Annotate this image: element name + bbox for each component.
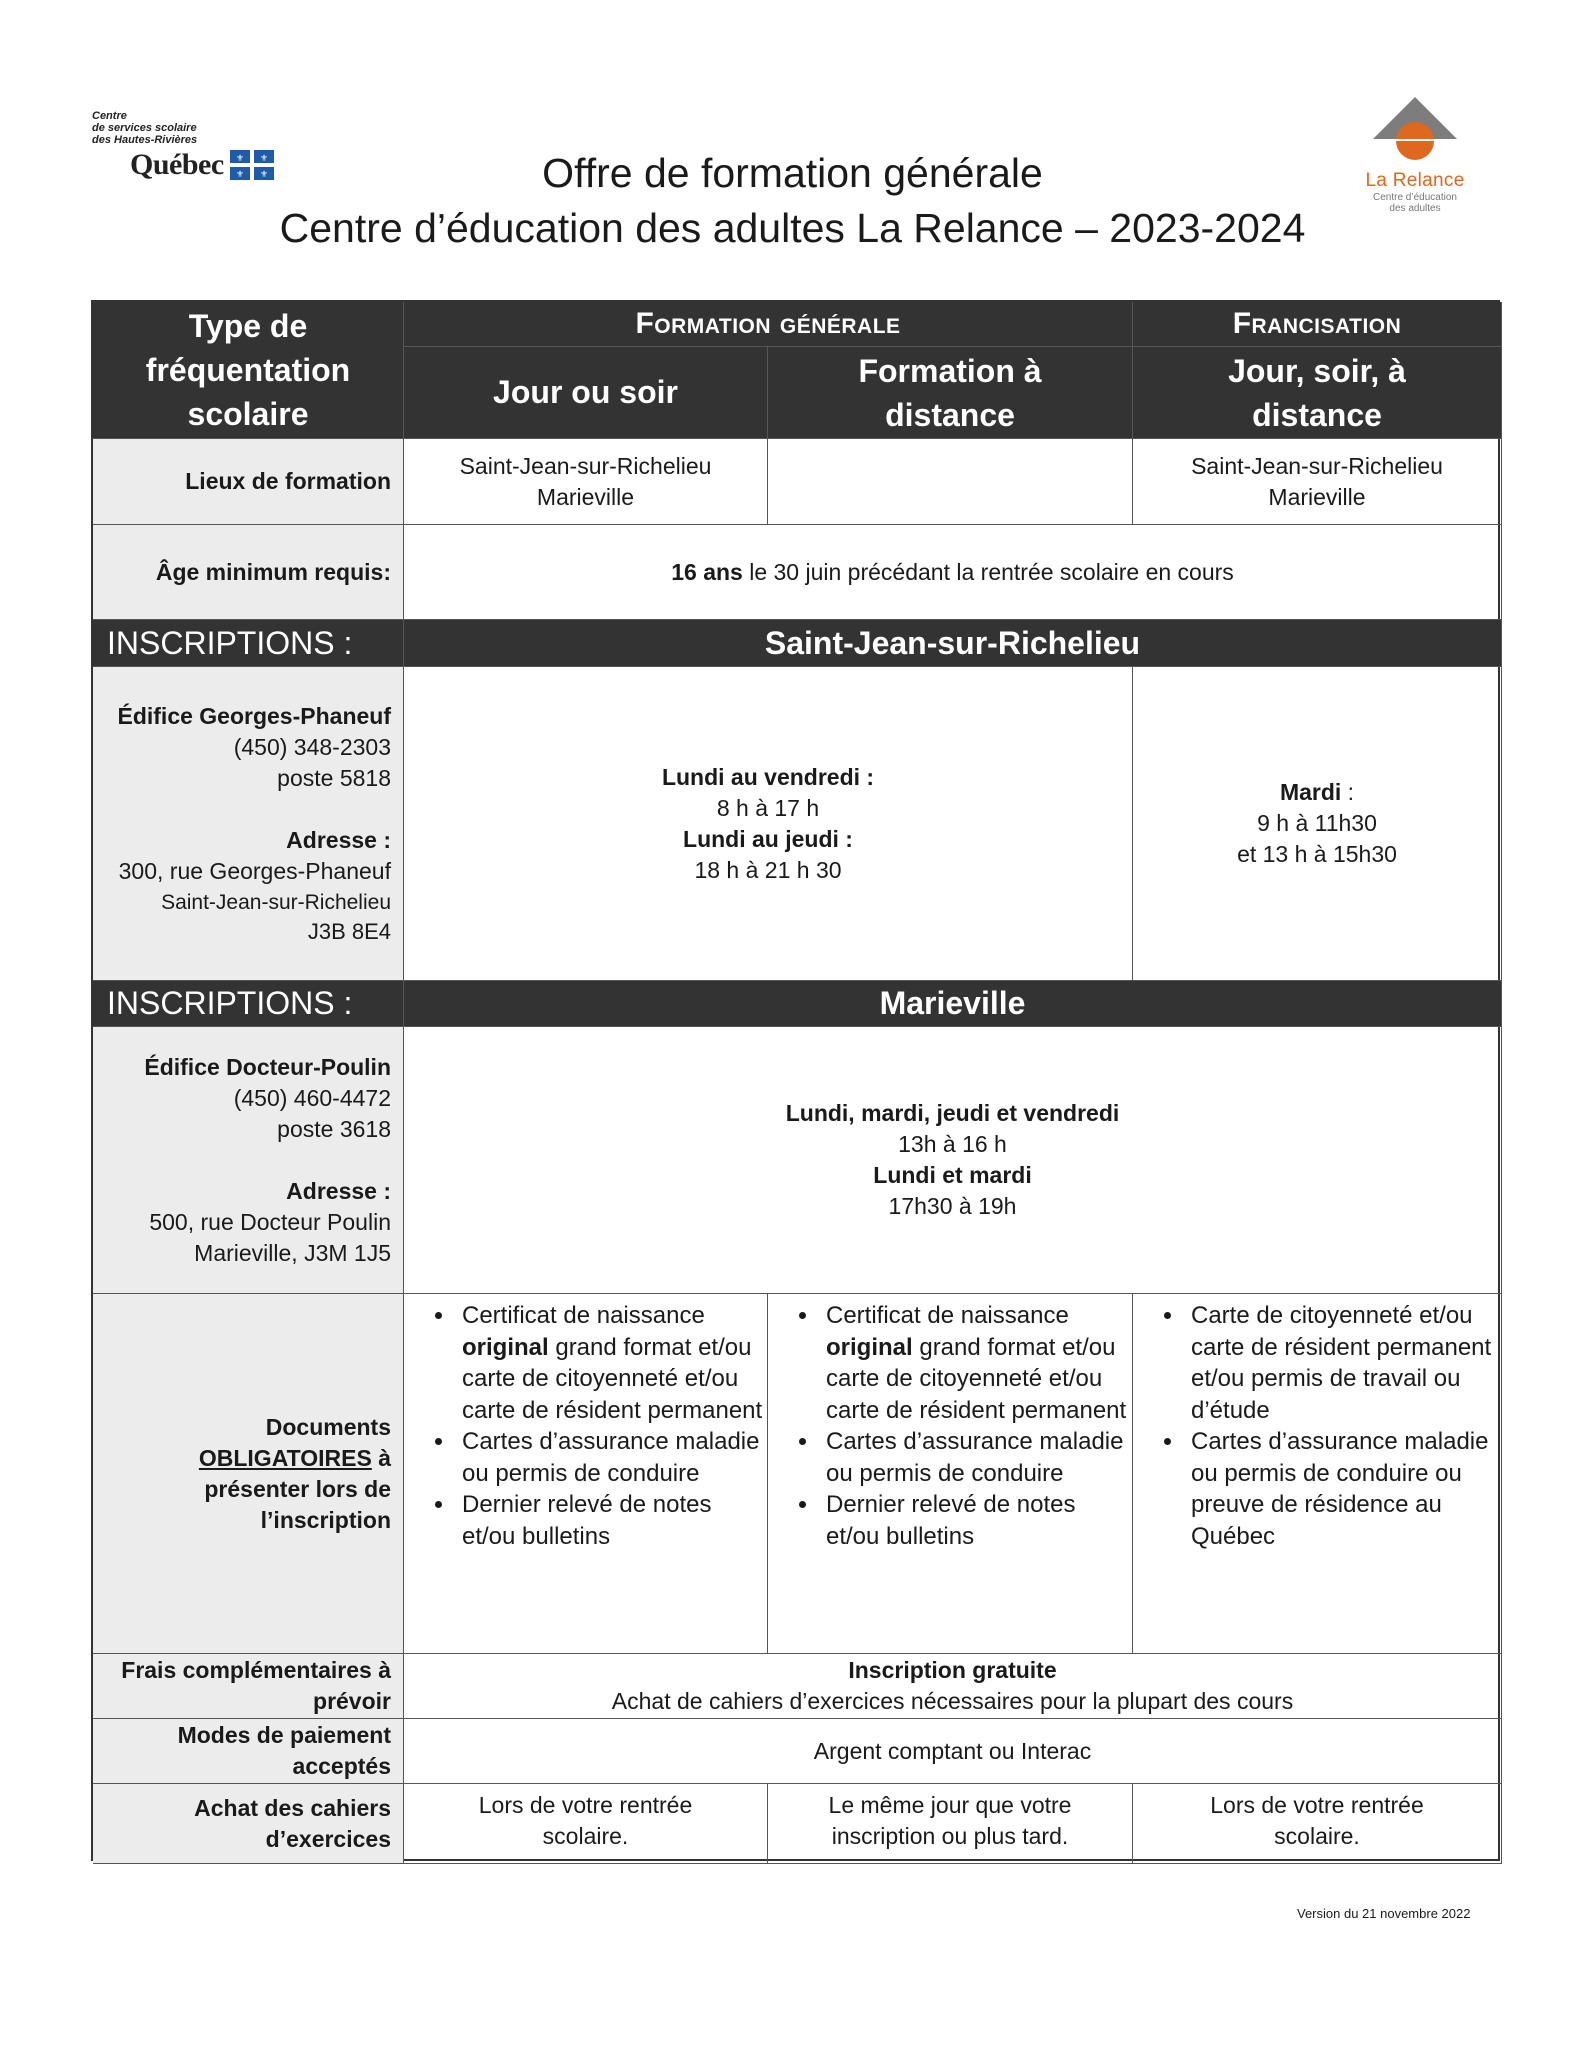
list-item: • Cartes d’assurance maladie ou permis de conduire	[456, 1426, 767, 1489]
sjsr-adresse-label: Adresse :	[286, 827, 391, 853]
documents-list-2	[768, 1300, 1132, 1552]
marieville-poste: poste 3618	[277, 1115, 391, 1142]
documents-label-4: présenter lors de l’inscription	[204, 1475, 391, 1533]
doc2-item1-a: Certificat de naissance	[826, 1302, 1069, 1329]
doc2-item1-b: original	[826, 1333, 913, 1361]
la-relance-sub1: Centre d’éducation	[1373, 192, 1457, 203]
qc-logo-line2: de services scolaire	[92, 122, 197, 134]
marieville-edifice: Édifice Docteur-Poulin	[144, 1053, 391, 1080]
list-item: • Cartes d’assurance maladie ou permis de conduire	[820, 1426, 1132, 1489]
lieux-fr-line2: Marieville	[1268, 483, 1366, 510]
marieville-phone: (450) 460-4472	[233, 1084, 391, 1111]
sjsr-spacer	[113, 794, 391, 825]
documents-label-1: Documents	[265, 1413, 391, 1440]
sjsr-poste: poste 5818	[277, 765, 391, 791]
la-relance-name: La Relance	[1365, 170, 1465, 191]
sjsr-fg-hours	[404, 667, 1133, 981]
lieux-distance	[768, 439, 1133, 525]
marieville-contact	[93, 1027, 404, 1294]
sjsr-fr-colon: :	[1341, 779, 1355, 805]
sjsr-fg-days2: Lundi au jeudi :	[683, 825, 853, 852]
documents-label-3: à	[371, 1444, 391, 1471]
frais-value	[404, 1654, 1502, 1719]
doc1-item1-a: Certificat de naissance	[462, 1302, 705, 1329]
qc-logo-line3: des Hautes-Rivières	[92, 134, 198, 146]
documents-label-2: OBLIGATOIRES	[198, 1444, 372, 1471]
documents-list-3	[1133, 1300, 1501, 1552]
documents-col3	[1133, 1294, 1502, 1654]
doc1-item1-c: grand format et/ou carte de citoyenneté et/ou carte de résident permanent	[462, 1333, 763, 1424]
frais-bold: Inscription gratuite	[848, 1657, 1057, 1683]
sjsr-addr2: Saint-Jean-sur-Richelieu	[161, 891, 391, 914]
lieux-fg	[404, 439, 768, 525]
label-lieux: Lieux de formation	[93, 439, 404, 525]
lieux-fg-line2: Marieville	[536, 483, 635, 510]
list-item	[820, 1300, 1132, 1426]
marieville-addr1: 500, rue Docteur Poulin	[149, 1208, 391, 1235]
header-fr-jour-soir: Jour, soir, à distance	[1133, 347, 1502, 439]
sjsr-addr1: 300, rue Georges-Phaneuf	[118, 858, 391, 884]
qc-logo-word: Québec	[130, 148, 224, 181]
lieux-fg-line1: Saint-Jean-sur-Richelieu	[459, 452, 712, 479]
sjsr-fr-hours1: 9 h à 11h30	[1257, 810, 1377, 836]
marieville-addr2: Marieville, J3M 1J5	[194, 1239, 391, 1266]
documents-col1	[404, 1294, 768, 1654]
sjsr-fg-days1: Lundi au vendredi :	[661, 763, 875, 790]
cahiers-col2: Le même jour que votre inscription ou plus tard.	[768, 1784, 1133, 1864]
header-type-frequentation	[93, 302, 404, 439]
label-paiement: Modes de paiement acceptés	[93, 1719, 404, 1784]
la-relance-sub2: des adultes	[1389, 203, 1441, 214]
sjsr-fg-hours1: 8 h à 17 h	[716, 794, 820, 821]
svg-text:⚜: ⚜	[259, 153, 268, 163]
documents-list-1	[404, 1300, 767, 1552]
marieville-days2: Lundi et mardi	[873, 1162, 1032, 1188]
sjsr-contact	[93, 667, 404, 981]
version-note: Version du 21 novembre 2022	[1297, 1906, 1471, 1921]
inscriptions-marieville-label: INSCRIPTIONS :	[93, 981, 404, 1027]
header-formation-generale: Formation générale	[404, 302, 1133, 347]
list-item: • Carte de citoyenneté et/ou carte de résident permanent et/ou permis de travail ou d’étude	[1185, 1300, 1501, 1426]
cahiers-col1: Lors de votre rentrée scolaire.	[404, 1784, 768, 1864]
formation-table	[91, 300, 1500, 1861]
page-subtitle: Centre d’éducation des adultes La Relance – 2023-2024	[279, 205, 1306, 251]
sjsr-fr-hours2: et 13 h à 15h30	[1237, 841, 1397, 867]
sjsr-fr-day-line	[1280, 777, 1354, 808]
header-distance: Formation à distance	[768, 347, 1133, 439]
inscriptions-sjsr-label: INSCRIPTIONS :	[93, 620, 404, 667]
sjsr-fg-hours2: 18 h à 21 h 30	[694, 856, 842, 883]
header-jour-soir: Jour ou soir	[404, 347, 768, 439]
lieux-fr-line1: Saint-Jean-sur-Richelieu	[1191, 452, 1443, 479]
svg-text:⚜: ⚜	[235, 153, 244, 163]
sjsr-fr-day: Mardi	[1279, 779, 1342, 805]
page-title: Offre de formation générale	[542, 150, 1043, 196]
label-age: Âge minimum requis:	[93, 525, 404, 620]
label-frais: Frais complémentaires à prévoir	[93, 1654, 404, 1719]
marieville-spacer	[113, 1145, 391, 1176]
list-item: • Cartes d’assurance maladie ou permis de conduire ou preuve de résidence au Québec	[1185, 1426, 1501, 1552]
frais-text: Achat de cahiers d’exercices nécessaires pour la plupart des cours	[611, 1688, 1294, 1714]
age-value	[404, 525, 1502, 620]
age-rest: le 30 juin précédant la rentrée scolaire en cours	[742, 558, 1234, 585]
marieville-adresse-label: Adresse :	[286, 1177, 391, 1204]
sjsr-addr3: J3B 8E4	[307, 919, 391, 944]
doc2-item1-c: grand format et/ou carte de citoyenneté et/ou carte de résident permanent	[826, 1333, 1127, 1424]
banner-marieville: Marieville	[404, 981, 1502, 1027]
marieville-hours2: 17h30 à 19h	[888, 1193, 1017, 1219]
header-type-label: Type de fréquentation scolaire	[145, 308, 351, 432]
list-item: • Dernier relevé de notes et/ou bulletins	[820, 1489, 1132, 1552]
label-documents	[93, 1294, 404, 1654]
banner-sjsr: Saint-Jean-sur-Richelieu	[404, 620, 1502, 667]
lieux-fr	[1133, 439, 1502, 525]
svg-text:⚜: ⚜	[235, 169, 244, 179]
cahiers-col3: Lors de votre rentrée scolaire.	[1133, 1784, 1502, 1864]
doc1-item1-b: original	[462, 1333, 549, 1361]
sjsr-fr-hours	[1133, 667, 1502, 981]
sjsr-edifice: Édifice Georges-Phaneuf	[117, 703, 391, 729]
qc-logo-line1: Centre	[92, 110, 127, 122]
header-francisation: Francisation	[1133, 302, 1502, 347]
age-bold: 16 ans	[671, 558, 743, 585]
marieville-days1: Lundi, mardi, jeudi et vendredi	[785, 1100, 1120, 1126]
sjsr-phone: (450) 348-2303	[233, 734, 391, 760]
list-item: • Dernier relevé de notes et/ou bulletins	[456, 1489, 767, 1552]
marieville-hours1: 13h à 16 h	[898, 1131, 1007, 1157]
svg-text:⚜: ⚜	[259, 169, 268, 179]
documents-col2	[768, 1294, 1133, 1654]
label-cahiers: Achat des cahiers d’exercices	[93, 1784, 404, 1864]
documents-label-2-line	[199, 1443, 391, 1474]
marieville-hours	[404, 1027, 1502, 1294]
paiement-value: Argent comptant ou Interac	[404, 1719, 1502, 1784]
list-item	[456, 1300, 767, 1426]
